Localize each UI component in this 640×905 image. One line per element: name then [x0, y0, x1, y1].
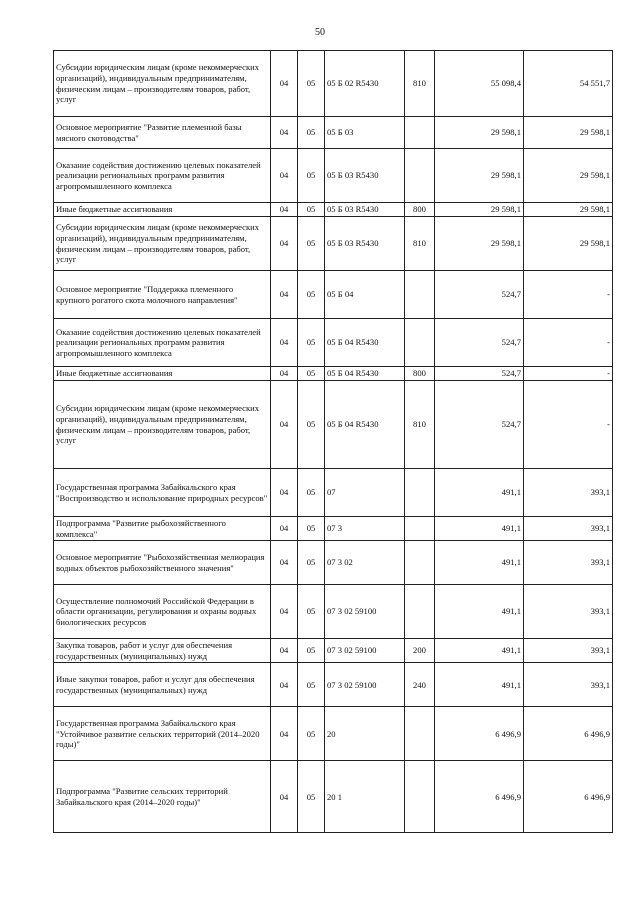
- row-name: Основное мероприятие "Рыбохозяйственная мелиорация водных объектов рыбохозяйственного значения": [54, 541, 271, 585]
- row-expense-type: [405, 319, 435, 367]
- row-subsection: 05: [298, 117, 325, 149]
- row-amount-1: 491,1: [435, 541, 524, 585]
- row-target-article: 05 Б 04: [325, 271, 405, 319]
- row-target-article: 05 Б 02 R5430: [325, 51, 405, 117]
- row-target-article: 07 3 02 59100: [325, 663, 405, 707]
- row-section: 04: [271, 51, 298, 117]
- row-amount-1: 524,7: [435, 271, 524, 319]
- row-name: Основное мероприятие "Развитие племенной базы мясного скотоводства": [54, 117, 271, 149]
- row-target-article: 07 3: [325, 517, 405, 541]
- row-subsection: 05: [298, 51, 325, 117]
- row-expense-type: [405, 469, 435, 517]
- row-amount-1: 29 598,1: [435, 117, 524, 149]
- row-subsection: 05: [298, 271, 325, 319]
- row-section: 04: [271, 217, 298, 271]
- row-name: Подпрограмма "Развитие сельских территорий Забайкальского края (2014–2020 годы)": [54, 761, 271, 833]
- row-target-article: 07 3 02: [325, 541, 405, 585]
- row-target-article: 07 3 02 59100: [325, 585, 405, 639]
- row-section: 04: [271, 271, 298, 319]
- table-row: [54, 203, 613, 217]
- row-amount-2: 393,1: [524, 585, 613, 639]
- row-target-article: 05 Б 03: [325, 117, 405, 149]
- row-section: 04: [271, 541, 298, 585]
- row-section: 04: [271, 117, 298, 149]
- row-name: Оказание содействия достижению целевых показателей реализации региональных программ развития агропромышленного комплекса: [54, 319, 271, 367]
- row-name: Субсидии юридическим лицам (кроме некоммерческих организаций), индивидуальным предпринимателям, физическим лицам – производителям товаров, работ, услуг: [54, 217, 271, 271]
- row-amount-2: -: [524, 381, 613, 469]
- row-amount-2: 393,1: [524, 541, 613, 585]
- row-subsection: 05: [298, 381, 325, 469]
- row-subsection: 05: [298, 367, 325, 381]
- table-row: [54, 541, 613, 585]
- row-amount-2: 393,1: [524, 639, 613, 663]
- row-name: Субсидии юридическим лицам (кроме некоммерческих организаций), индивидуальным предпринимателям, физическим лицам – производителям товаров, работ, услуг: [54, 381, 271, 469]
- row-amount-2: 393,1: [524, 469, 613, 517]
- row-name: Основное мероприятие "Поддержка племенного крупного рогатого скота молочного направления": [54, 271, 271, 319]
- table-row: [54, 663, 613, 707]
- row-amount-2: 29 598,1: [524, 149, 613, 203]
- table-row: [54, 117, 613, 149]
- row-subsection: 05: [298, 217, 325, 271]
- row-name: Подпрограмма "Развитие рыбохозяйственного комплекса": [54, 517, 271, 541]
- row-target-article: 05 Б 03 R5430: [325, 203, 405, 217]
- budget-table: [53, 50, 613, 833]
- row-expense-type: 800: [405, 203, 435, 217]
- row-target-article: 20 1: [325, 761, 405, 833]
- row-name: Оказание содействия достижению целевых показателей реализации региональных программ развития агропромышленного комплекса: [54, 149, 271, 203]
- row-section: 04: [271, 639, 298, 663]
- row-subsection: 05: [298, 761, 325, 833]
- row-target-article: 05 Б 04 R5430: [325, 319, 405, 367]
- row-subsection: 05: [298, 149, 325, 203]
- row-name: Субсидии юридическим лицам (кроме некоммерческих организаций), индивидуальным предпринимателям, физическим лицам – производителям товаров, работ, услуг: [54, 51, 271, 117]
- row-section: 04: [271, 761, 298, 833]
- row-amount-1: 491,1: [435, 663, 524, 707]
- row-amount-1: 491,1: [435, 585, 524, 639]
- row-amount-2: 393,1: [524, 663, 613, 707]
- row-section: 04: [271, 149, 298, 203]
- row-target-article: 05 Б 03 R5430: [325, 149, 405, 203]
- row-expense-type: [405, 149, 435, 203]
- row-expense-type: [405, 117, 435, 149]
- row-amount-1: 524,7: [435, 319, 524, 367]
- row-expense-type: 800: [405, 367, 435, 381]
- table-body: [54, 51, 613, 833]
- row-amount-1: 524,7: [435, 381, 524, 469]
- table-row: [54, 217, 613, 271]
- row-amount-2: 29 598,1: [524, 203, 613, 217]
- row-expense-type: [405, 541, 435, 585]
- row-expense-type: [405, 585, 435, 639]
- row-name: Государственная программа Забайкальского края "Воспроизводство и использование природных ресурсов": [54, 469, 271, 517]
- row-amount-1: 524,7: [435, 367, 524, 381]
- table-row: [54, 149, 613, 203]
- row-amount-1: 491,1: [435, 517, 524, 541]
- row-amount-1: 491,1: [435, 469, 524, 517]
- table-row: [54, 381, 613, 469]
- table-row: [54, 367, 613, 381]
- row-subsection: 05: [298, 585, 325, 639]
- row-amount-1: 29 598,1: [435, 217, 524, 271]
- row-target-article: 20: [325, 707, 405, 761]
- row-expense-type: [405, 761, 435, 833]
- row-amount-2: 6 496,9: [524, 707, 613, 761]
- row-amount-1: 29 598,1: [435, 149, 524, 203]
- row-target-article: 07: [325, 469, 405, 517]
- row-name: Иные бюджетные ассигнования: [54, 203, 271, 217]
- row-expense-type: [405, 271, 435, 319]
- row-target-article: 07 3 02 59100: [325, 639, 405, 663]
- row-expense-type: 810: [405, 381, 435, 469]
- row-section: 04: [271, 381, 298, 469]
- row-section: 04: [271, 663, 298, 707]
- table-row: [54, 517, 613, 541]
- row-amount-2: -: [524, 271, 613, 319]
- row-amount-2: 54 551,7: [524, 51, 613, 117]
- table-row: [54, 271, 613, 319]
- row-subsection: 05: [298, 469, 325, 517]
- row-amount-2: -: [524, 367, 613, 381]
- row-subsection: 05: [298, 541, 325, 585]
- table-row: [54, 639, 613, 663]
- row-amount-1: 29 598,1: [435, 203, 524, 217]
- row-expense-type: 240: [405, 663, 435, 707]
- table-row: [54, 469, 613, 517]
- row-amount-2: 6 496,9: [524, 761, 613, 833]
- row-section: 04: [271, 319, 298, 367]
- row-amount-2: -: [524, 319, 613, 367]
- row-target-article: 05 Б 04 R5430: [325, 367, 405, 381]
- row-expense-type: [405, 707, 435, 761]
- row-section: 04: [271, 707, 298, 761]
- table-row: [54, 585, 613, 639]
- row-expense-type: 810: [405, 217, 435, 271]
- table-row: [54, 761, 613, 833]
- row-name: Государственная программа Забайкальского края "Устойчивое развитие сельских территорий (2014–2020 годы)": [54, 707, 271, 761]
- row-section: 04: [271, 367, 298, 381]
- row-name: Закупка товаров, работ и услуг для обеспечения государственных (муниципальных) нужд: [54, 639, 271, 663]
- row-section: 04: [271, 469, 298, 517]
- row-amount-1: 6 496,9: [435, 707, 524, 761]
- row-name: Иные бюджетные ассигнования: [54, 367, 271, 381]
- table-row: [54, 319, 613, 367]
- row-amount-2: 29 598,1: [524, 217, 613, 271]
- row-amount-1: 6 496,9: [435, 761, 524, 833]
- table-row: [54, 51, 613, 117]
- row-name: Иные закупки товаров, работ и услуг для обеспечения государственных (муниципальных) нужд: [54, 663, 271, 707]
- table-row: [54, 707, 613, 761]
- row-section: 04: [271, 517, 298, 541]
- row-target-article: 05 Б 04 R5430: [325, 381, 405, 469]
- row-subsection: 05: [298, 707, 325, 761]
- row-section: 04: [271, 203, 298, 217]
- row-expense-type: 810: [405, 51, 435, 117]
- row-expense-type: [405, 517, 435, 541]
- row-subsection: 05: [298, 319, 325, 367]
- row-subsection: 05: [298, 663, 325, 707]
- row-section: 04: [271, 585, 298, 639]
- row-subsection: 05: [298, 639, 325, 663]
- row-amount-1: 55 098,4: [435, 51, 524, 117]
- row-expense-type: 200: [405, 639, 435, 663]
- row-amount-2: 29 598,1: [524, 117, 613, 149]
- row-subsection: 05: [298, 203, 325, 217]
- row-subsection: 05: [298, 517, 325, 541]
- page-number: 50: [315, 27, 325, 38]
- row-target-article: 05 Б 03 R5430: [325, 217, 405, 271]
- row-name: Осуществление полномочий Российской Федерации в области организации, регулирования и охраны водных биологических ресурсов: [54, 585, 271, 639]
- row-amount-2: 393,1: [524, 517, 613, 541]
- row-amount-1: 491,1: [435, 639, 524, 663]
